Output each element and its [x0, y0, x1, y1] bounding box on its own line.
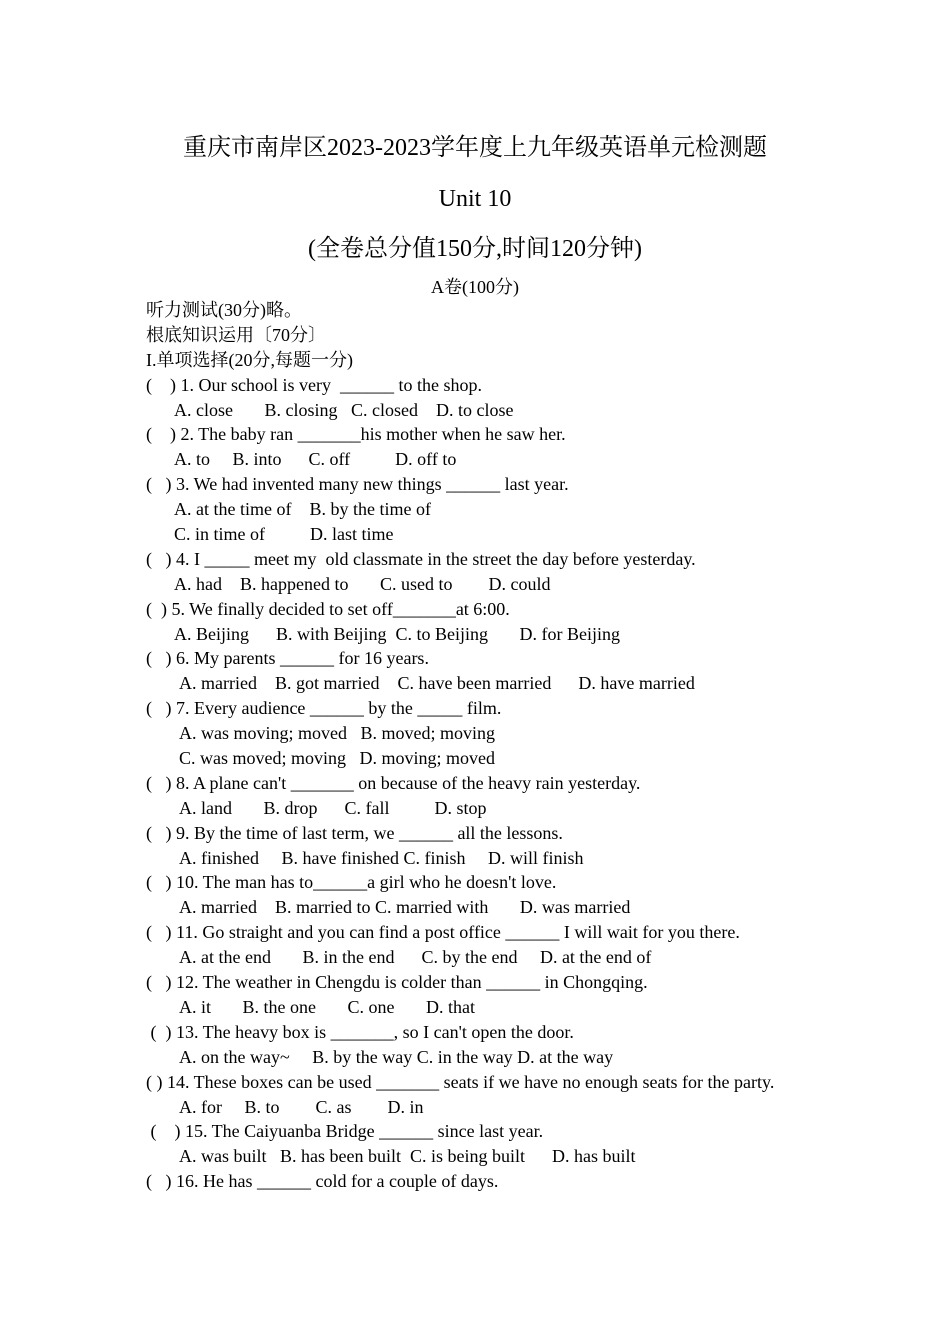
question-1: ( ) 1. Our school is very ______ to the shop. [146, 374, 482, 395]
question-7-options-row2: C. was moved; moving D. moving; moved [179, 748, 495, 769]
question-1-options: A. close B. closing C. closed D. to close [174, 399, 514, 420]
question-10-options: A. married B. married to C. married with D. was married [179, 897, 631, 918]
question-12-options: A. it B. the one C. one D. that [179, 996, 475, 1017]
question-14: ( ) 14. These boxes can be used _______ seats if we have no enough seats for the party. [146, 1071, 775, 1092]
question-15-options: A. was built B. has been built C. is being built D. has built [179, 1146, 636, 1167]
question-2-options: A. to B. into C. off D. off to [174, 449, 457, 470]
question-7-options-row1: A. was moving; moved B. moved; moving [179, 723, 495, 744]
exam-body [146, 298, 796, 1194]
question-15: ( ) 15. The Caiyuanba Bridge ______ since last year. [146, 1121, 544, 1142]
question-4-options: A. had B. happened to C. used to D. could [174, 573, 551, 594]
question-2: ( ) 2. The baby ran _______his mother when he saw her. [146, 424, 566, 445]
unit-title: Unit 10 [438, 186, 512, 212]
document-title: 重庆市南岸区2023-2023学年度上九年级英语单元检测题 [183, 135, 767, 161]
question-4: ( ) 4. I _____ meet my old classmate in the street the day before yesterday. [146, 548, 696, 569]
question-5-options: A. Beijing B. with Beijing C. to Beijing D. for Beijing [174, 623, 620, 644]
question-7: ( ) 7. Every audience ______ by the _____ film. [146, 698, 502, 719]
question-16: ( ) 16. He has ______ cold for a couple of days. [146, 1171, 499, 1192]
question-8: ( ) 8. A plane can't _______ on because of the heavy rain yesterday. [146, 772, 641, 793]
question-9-options: A. finished B. have finished C. finish D. will finish [179, 847, 584, 868]
question-9: ( ) 9. By the time of last term, we ______ all the lessons. [146, 822, 563, 843]
question-3: ( ) 3. We had invented many new things ______ last year. [146, 474, 569, 495]
question-6-options: A. married B. got married C. have been married D. have married [179, 673, 695, 694]
listening-note: 听力测试(30分)略。 [146, 300, 302, 320]
question-13: ( ) 13. The heavy box is _______, so I can't open the door. [146, 1021, 574, 1042]
question-14-options: A. for B. to C. as D. in [179, 1096, 424, 1117]
question-11: ( ) 11. Go straight and you can find a post office ______ I will wait for you there. [146, 922, 740, 943]
question-12: ( ) 12. The weather in Chengdu is colder than ______ in Chongqing. [146, 972, 648, 993]
question-3-options-row2: C. in time of D. last time [174, 524, 394, 545]
question-11-options: A. at the end B. in the end C. by the end D. at the end of [179, 947, 652, 968]
question-3-options-row1: A. at the time of B. by the time of [174, 499, 431, 520]
question-10: ( ) 10. The man has to______a girl who he doesn't love. [146, 872, 557, 893]
question-5: ( ) 5. We finally decided to set off_______at 6:00. [146, 598, 510, 619]
part1-heading: I.单项选择(20分,每题一分) [146, 349, 353, 370]
question-6: ( ) 6. My parents ______ for 16 years. [146, 648, 429, 669]
score-info: (全卷总分值150分,时间120分钟) [308, 236, 642, 262]
section-a-heading: A卷(100分) [431, 277, 519, 297]
basics-heading: 根底知识运用〔70分〕 [146, 324, 326, 345]
question-8-options: A. land B. drop C. fall D. stop [179, 797, 487, 818]
question-13-options: A. on the way~ B. by the way C. in the way D. at the way [179, 1046, 614, 1067]
